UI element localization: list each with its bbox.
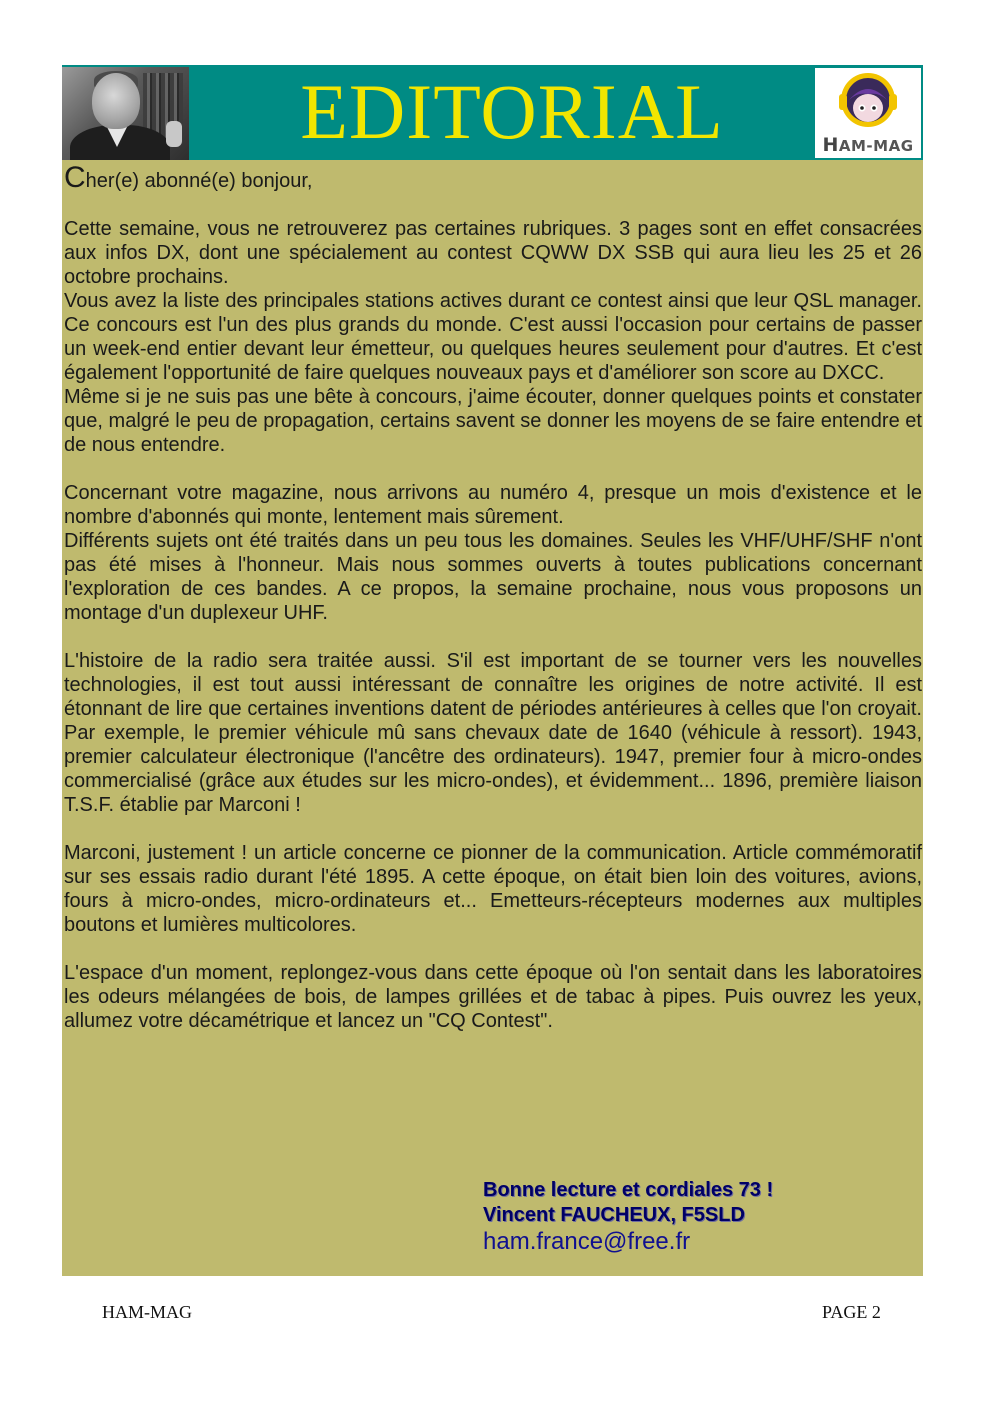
- author-email[interactable]: ham.france@free.fr: [483, 1228, 691, 1255]
- paragraph: Différents sujets ont été traités dans un peu tous les domaines. Seules les VHF/UHF/SHF n'ont pas été mises à l'honneur. Mais nous sommes ouverts à toutes publications concernant l'exploration de ces bandes. A ce propos, la semaine prochaine, nous vous proposons un montage d'un duplexeur UHF.: [64, 530, 922, 624]
- paragraph: Marconi, justement ! un article concerne ce pionner de la communication. Article commémoratif sur ses essais radio durant l'été 1895. A cette époque, on était bien loin des voitures, avions, fours à micro-ondes, micro-ordinateurs et... Emetteurs-récepteurs modernes aux multiples boutons et lumières multicolores.: [64, 842, 922, 936]
- ham-mag-logo: [815, 68, 921, 158]
- mascot-icon: [815, 68, 921, 138]
- author-name: Vincent FAUCHEUX, F5SLD: [483, 1204, 745, 1226]
- editorial-header: [62, 65, 923, 160]
- footer-magazine-name: HAM-MAG: [102, 1302, 192, 1322]
- closing-line: Bonne lecture et cordiales 73 !: [483, 1179, 774, 1201]
- logo-text: HAM-MAG: [822, 134, 914, 156]
- paragraph: Concernant votre magazine, nous arrivons au numéro 4, presque un mois d'existence et le nombre d'abonnés qui monte, lentement mais sûrement.: [64, 482, 922, 528]
- greeting: Cher(e) abonné(e) bonjour,: [64, 161, 313, 194]
- paragraph: Même si je ne suis pas une bête à concours, j'aime écouter, donner quelques points et constater que, malgré le peu de propagation, certains savent se donner les moyens de se faire entendre et de nous entendre.: [64, 386, 922, 456]
- paragraph: Cette semaine, vous ne retrouverez pas certaines rubriques. 3 pages sont en effet consacrées aux infos DX, dont une spécialement au contest CQWW DX SSB qui aura lieu les 25 et 26 octobre prochains.: [64, 218, 922, 288]
- paragraph: L'histoire de la radio sera traitée aussi. S'il est important de se tourner vers les nouvelles technologies, il est tout aussi intéressant de connaître les origines de notre activité. Il est étonnant de lire que certaines inventions datent de périodes antérieures à celles que l'on croyait. Par exemple, le premier véhicule mû sans chevaux date de 1640 (véhicule à ressort). 1943, premier calculateur électronique (l'ancêtre des ordinateurs). 1947, premier four à micro-ondes commercialisé (grâce aux études sur les micro-ondes), et évidemment... 1896, première liaison T.S.F. établie par Marconi !: [64, 650, 922, 816]
- signature-block: [483, 1178, 903, 1256]
- paragraph: Vous avez la liste des principales stations actives durant ce contest ainsi que leur QSL manager. Ce concours est l'un des plus grands du monde. C'est aussi l'occasion pour certains de passer un week-end entier devant leur émetteur, ou quelques heures seulement pour d'autres. Et c'est également l'opportunité de faire quelques nouveaux pays et d'améliorer son score au DXCC.: [64, 290, 922, 384]
- paragraph: L'espace d'un moment, replongez-vous dans cette époque où l'on sentait dans les laboratoires les odeurs mélangées de bois, de lampes grillées et de tabac à pipes. Puis ouvrez les yeux, allumez votre décamétrique et lancez un "CQ Contest".: [64, 962, 922, 1032]
- editorial-text: [64, 161, 922, 1033]
- author-photo: [62, 67, 189, 160]
- page-title: EDITORIAL: [300, 68, 724, 155]
- editorial-body: [62, 160, 923, 1276]
- footer-page-number: PAGE 2: [822, 1302, 881, 1322]
